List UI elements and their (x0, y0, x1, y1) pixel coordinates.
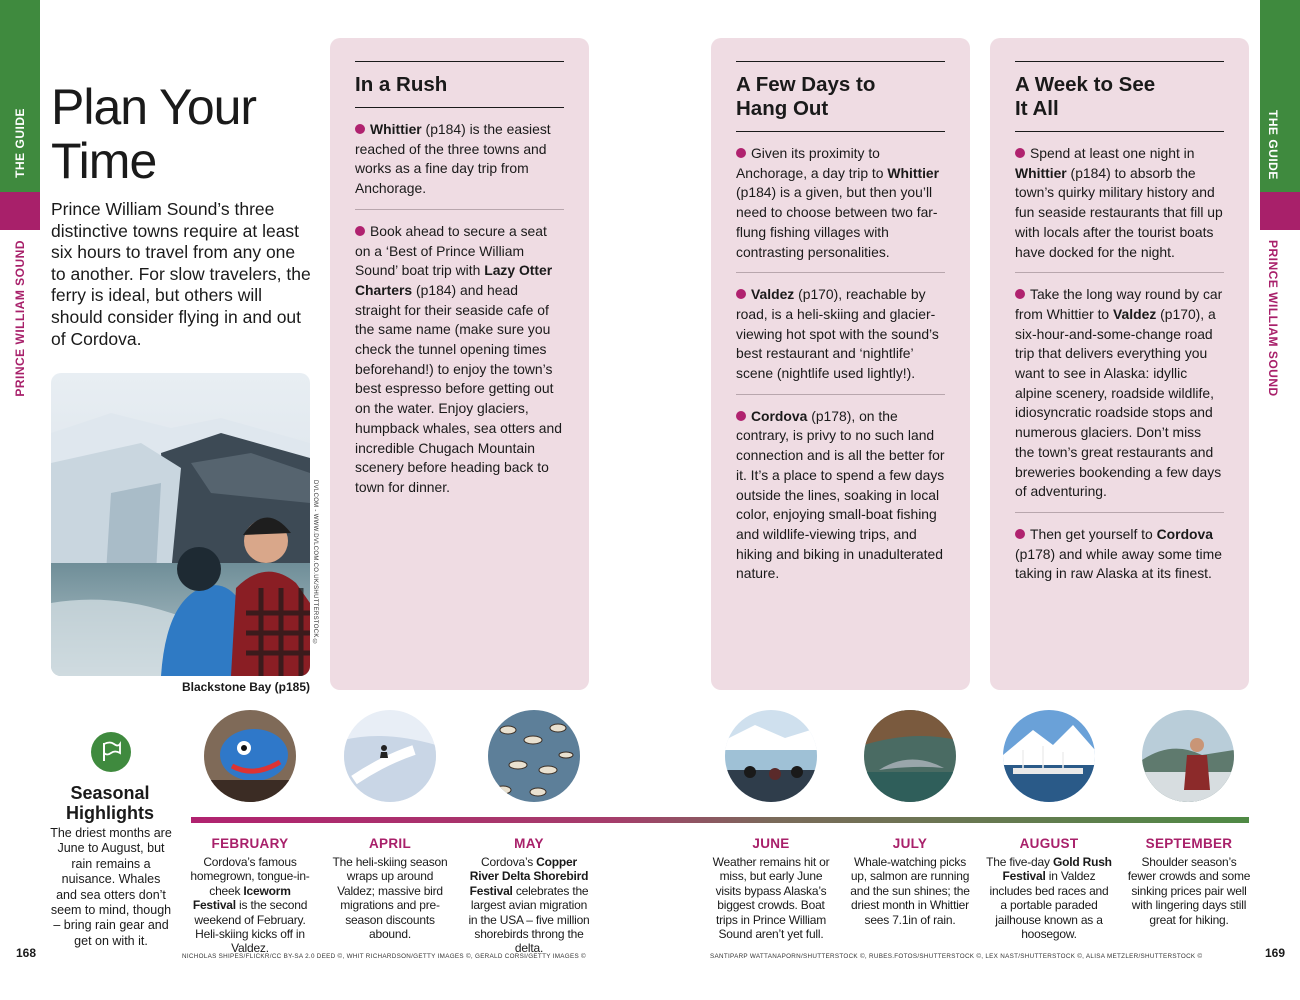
right-tab-section-label: PRINCE WILLIAM SOUND (1266, 240, 1280, 397)
list-item (736, 273, 945, 395)
month-july: JULY (892, 836, 928, 851)
month-text: The heli-skiing season wraps up around Valdez; massive bird migrations and pre-season discounts abound. (332, 855, 448, 942)
seasonal-highlights-text: The driest months are June to August, but rain remains a nuisance. Whales and sea otters don’t seem to mind, though – bring rain gear and get on with it. (50, 826, 172, 948)
photo-caption: Blackstone Bay (p185) (181, 680, 310, 694)
panel-title-line-1: A Week to See (1015, 73, 1156, 96)
panel-title-line-1: A Few Days to (736, 73, 876, 96)
hiker-image (1142, 710, 1234, 802)
thumb-june (725, 710, 817, 802)
panel-title (1015, 62, 1224, 132)
panel-a-week-content (1015, 61, 1224, 594)
item-text: Book ahead to secure a seat on a ‘Best of Prince William Sound’ boat trip with (355, 222, 547, 279)
month-september-text (1126, 855, 1252, 927)
month-may: MAY (514, 836, 544, 851)
photo-credits-right: SANTIPARP WATTANAPORN/SHUTTERSTOCK ©, RUBES.FOTOS/SHUTTERSTOCK ©, LEX NAST/SHUTTERSTOCK ©, ALISA METZLER/SHUTTERSTOCK © (710, 953, 1203, 960)
panel-title-line-2: It All (1015, 97, 1059, 120)
month-february-text (188, 855, 312, 956)
seasonal-highlights-title (55, 783, 165, 823)
whale-image (864, 710, 956, 802)
item-text: (p178) and while away some time taking in raw Alaska at its finest. (1015, 545, 1222, 582)
list-item (355, 210, 564, 508)
month-june-text (709, 855, 833, 941)
thumb-august (1003, 710, 1095, 802)
month-text: Weather remains hit or miss, but early June visits bypass Alaska’s biggest crowds. Boat trips in Prince William Sound aren’t yet full. (712, 855, 830, 942)
panel-a-week (990, 38, 1249, 690)
flag-glyph-icon (91, 732, 131, 772)
bullet-dot-icon (355, 124, 365, 134)
thumb-february (204, 710, 296, 802)
event-name: Iceworm Festival (192, 883, 291, 913)
intro-paragraph: Prince William Sound’s three distinctive towns require at least six hours to travel from any one to another. For slow travelers, the ferry is ideal, but others will should consider flying in and out of Cordova. (51, 199, 311, 349)
item-text: (p184) to absorb the town’s quirky military history and fun seaside restaurants that fill up with locals after the tourist boats have docked for the night. (1015, 164, 1223, 260)
item-text: Take the long way round by car from Whittier to (1015, 286, 1223, 322)
list-item (1015, 513, 1224, 594)
panel-a-few-days-content (736, 61, 945, 594)
title-line-2: Time (51, 133, 157, 189)
item-text: (p170), a six-hour-and-some-change road trip that delivers everything you want to see in Alaska: idyllic alpine scenery, roadside wildlife, idiosyncratic roadside stops and numerous glaciers. Don’t miss the town’s great restaurants and breweries bookending a few days of adventuring. (1015, 305, 1222, 500)
panel-title (736, 62, 945, 132)
place-name: Whittier (1015, 164, 1067, 181)
iceworm-festival-image (204, 710, 296, 802)
bullet-dot-icon (736, 411, 746, 421)
event-name: Gold Rush Festival (1002, 855, 1112, 884)
glacier-boat-image (725, 710, 817, 802)
item-text: (p170), reachable by road, is a heli-skiing and glacier-viewing hot spot with the sound’s best restaurant and ‘nightlife’ scene (nightlife used lightly!). (736, 286, 939, 382)
month-text: Whale-watching picks up, salmon are running and the sun shines; the driest month in Whittier sees 7.1in of rain. (850, 855, 970, 927)
month-may-text (466, 855, 592, 956)
left-tab-guide-label: THE GUIDE (13, 108, 27, 178)
list-item (736, 395, 945, 594)
panel-in-a-rush-content (355, 61, 564, 508)
heli-skiing-image (344, 710, 436, 802)
bullet-dot-icon (1015, 529, 1025, 539)
month-august-text (986, 855, 1112, 941)
seasonal-title-line-1: Seasonal (70, 783, 150, 803)
panel-in-a-rush (330, 38, 589, 690)
month-april: APRIL (369, 836, 411, 851)
month-text: Cordova’s (481, 855, 537, 869)
month-june: JUNE (752, 836, 790, 851)
page-number-right: 169 (1265, 946, 1286, 960)
blackstone-bay-photo (51, 373, 310, 676)
bullet-dot-icon (736, 148, 746, 158)
month-text: celebrates the largest avian migration in the USA – five million shorebirds throng the delta. (468, 883, 590, 956)
bullet-dot-icon (736, 289, 746, 299)
month-text: Shoulder season’s fewer crowds and some sinking prices pair well with lingering days still great for hiking. (1127, 855, 1251, 927)
place-name: Cordova (1156, 525, 1213, 542)
place-name: Cordova (751, 407, 808, 424)
place-name: Whittier (887, 164, 940, 181)
item-text: Spend at least one night in (1030, 145, 1195, 161)
list-item (736, 132, 945, 273)
bullet-dot-icon (1015, 148, 1025, 158)
month-april-text (328, 855, 452, 941)
photo-credit: DVLCOM - WWW.DVLCOM.CO.UK/SHUTTERSTOCK © (312, 480, 318, 646)
title-line-1: Plan Your (51, 79, 257, 135)
bullet-dot-icon (1015, 289, 1025, 299)
photo-credits-left: NICHOLAS SHIPES/FLICKR/CC BY-SA 2.0 DEED ©, WHIT RICHARDSON/GETTY IMAGES ©, GERALD CORSI/GETTY IMAGES © (182, 953, 586, 960)
shorebirds-image (488, 710, 580, 802)
panel-title-line-2: Hang Out (736, 97, 829, 120)
seasonal-title-line-2: Highlights (66, 803, 154, 823)
thumb-july (864, 710, 956, 802)
bullet-dot-icon (355, 226, 365, 236)
thumb-september (1142, 710, 1234, 802)
place-name: Whittier (370, 121, 422, 137)
page-number-left: 168 (16, 946, 37, 960)
place-name: Valdez (751, 286, 795, 303)
flag-icon (91, 732, 131, 772)
place-name: Valdez (1113, 305, 1157, 322)
left-tab-section-label: PRINCE WILLIAM SOUND (13, 240, 27, 397)
panel-a-few-days (711, 38, 970, 690)
left-tab-section-marker (0, 192, 40, 230)
list-item (1015, 273, 1224, 513)
list-item (1015, 132, 1224, 273)
item-text: (p178), on the contrary, is privy to no such land connection and is all the better for it. It’s a place to spend a few days outside the lines, soaking in local color, enjoying small-boat fishing and wildlife-viewing trips, and hiking and biking in unadulterated nature. (736, 407, 945, 582)
page-title (51, 80, 256, 188)
event-name: Copper River Delta Shorebird Festival (469, 855, 589, 898)
timeline-bar (191, 817, 1249, 823)
panel-title: In a Rush (355, 62, 564, 108)
thumb-may (488, 710, 580, 802)
item-text: (p184) is the easiest reached of the three towns and works as a fine day trip from Anchorage. (355, 121, 551, 197)
place-name: Lazy Otter Charters (355, 262, 553, 298)
right-tab-guide-label: THE GUIDE (1266, 110, 1280, 180)
month-august: AUGUST (1019, 836, 1079, 851)
thumb-april (344, 710, 436, 802)
month-text: is the second weekend of February. Heli-skiing kicks off in Valdez. (194, 898, 308, 956)
glacier-scene-image (51, 373, 310, 676)
month-text: Cordova’s famous homegrown, tongue-in-cheek (190, 855, 310, 898)
month-july-text (848, 855, 972, 927)
list-item (355, 108, 564, 210)
month-text: The five-day (986, 855, 1053, 869)
item-text: Then get yourself to (1030, 525, 1157, 542)
valdez-harbor-image (1003, 710, 1095, 802)
item-text: (p184) is a given, but then you’ll need to choose between two far-flung fishing villages with contrasting personalities. (736, 184, 938, 260)
month-text: in Valdez includes bed races and a portable paraded jailhouse known as a hoosegow. (989, 869, 1109, 942)
right-tab-section-marker (1260, 192, 1300, 230)
month-february: FEBRUARY (211, 836, 289, 851)
item-text: (p184) and head straight for their seaside cafe of the same name (make sure you check the tunnel opening times beforehand!) to enjoy the town’s best espresso before getting out on the water. Enjoy glaciers, humpback whales, sea otters and incredible Chugach Mountain scenery before heading back to town for dinner. (355, 281, 562, 495)
month-september: SEPTEMBER (1145, 836, 1233, 851)
item-text: Given its proximity to Anchorage, a day trip to (736, 145, 888, 181)
